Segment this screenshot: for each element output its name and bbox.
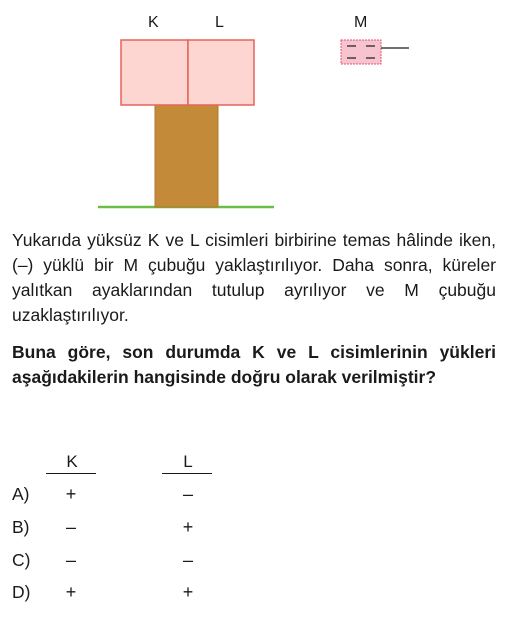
option-k-value: – xyxy=(65,550,76,570)
column-header-l: L xyxy=(183,452,193,471)
option-l-value: – xyxy=(182,550,193,570)
charging-diagram xyxy=(0,0,505,215)
physics-figure xyxy=(0,0,505,215)
insulating-stand xyxy=(155,105,218,207)
option-l-value: + xyxy=(182,582,194,602)
object-l xyxy=(188,40,254,105)
option-k-value: + xyxy=(65,582,77,602)
label-l: L xyxy=(215,14,224,31)
label-k: K xyxy=(148,14,159,31)
option-k-value: + xyxy=(65,484,77,504)
problem-paragraph: Yukarıda yüksüz K ve L cisimleri birbirine temas hâlinde iken, (–) yüklü bir M çubuğu yaklaştırılıyor. Daha sonra, küreler yalıtkan ayaklarından tutulup ayrılıyor ve M çubuğu uzaklaştırılıyor. xyxy=(12,230,496,325)
option-l-value: – xyxy=(182,484,193,504)
column-header-k: K xyxy=(66,452,78,471)
option-letter: D) xyxy=(12,582,31,602)
column-underline-k xyxy=(46,473,96,474)
question-text: Buna göre, son durumda K ve L cisimlerinin yükleri aşağıdakilerin hangisinde doğru olarak verilmiştir? xyxy=(12,342,496,387)
option-letter: C) xyxy=(12,550,31,570)
option-l-value: + xyxy=(182,517,194,537)
object-k xyxy=(121,40,188,105)
option-letter: B) xyxy=(12,517,30,537)
column-underline-l xyxy=(162,473,212,474)
option-letter: A) xyxy=(12,484,30,504)
rod-m xyxy=(341,40,381,64)
label-m: M xyxy=(354,14,368,31)
option-k-value: – xyxy=(65,517,76,537)
